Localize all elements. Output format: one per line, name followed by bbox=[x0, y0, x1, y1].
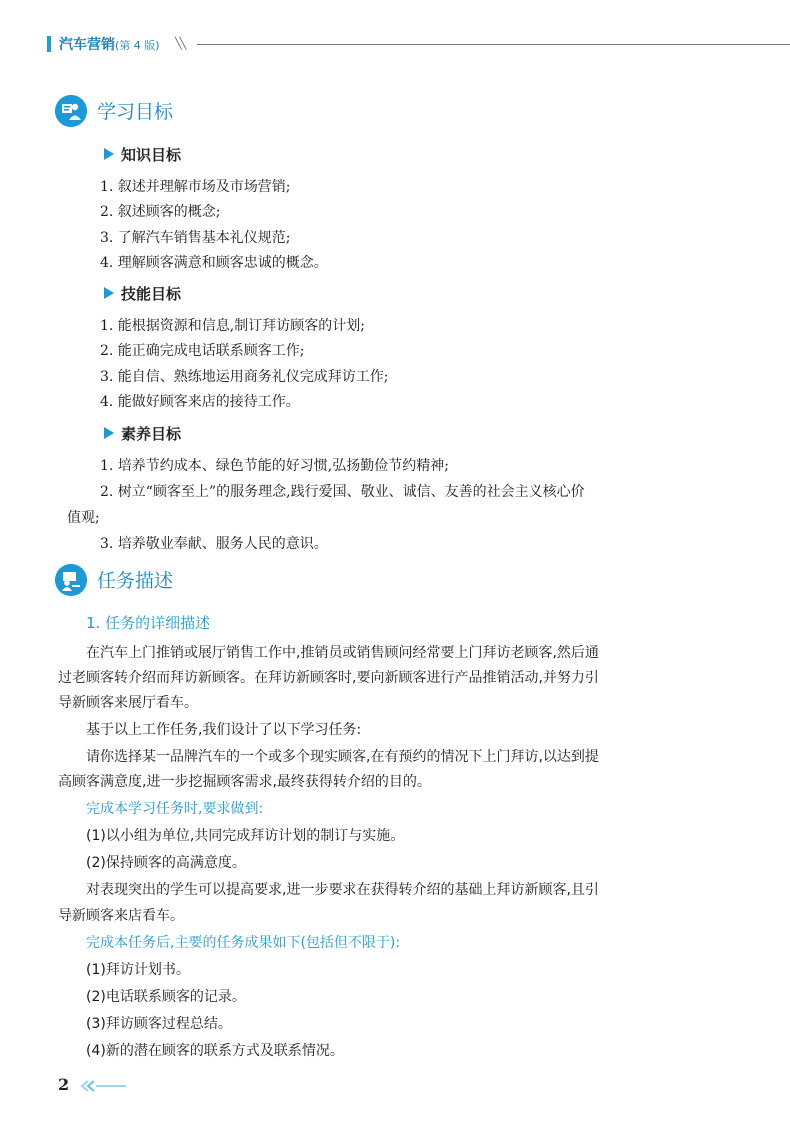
header-accent-bar bbox=[47, 36, 51, 52]
triangle-bullet-icon bbox=[104, 427, 114, 439]
paragraph-line: 在汽车上门推销或展厅销售工作中,推销员或销售顾问经常要上门拜访老顾客,然后通 bbox=[86, 645, 599, 661]
presenter-icon bbox=[55, 564, 87, 596]
paragraph-line: 高顾客满意度,进一步挖掘顾客需求,最终获得转介绍的目的。 bbox=[58, 774, 431, 790]
triangle-bullet-icon bbox=[104, 148, 114, 160]
list-item: 4. 理解顾客满意和顾客忠诚的概念。 bbox=[100, 255, 328, 271]
list-item: 2. 叙述顾客的概念; bbox=[100, 204, 221, 220]
subsection-title: 知识目标 bbox=[121, 146, 182, 164]
paragraph-line: (1)拜访计划书。 bbox=[86, 962, 190, 978]
header-rule bbox=[197, 44, 790, 45]
paragraph-line: (2)保持顾客的高满意度。 bbox=[86, 855, 246, 871]
paragraph-line: 导新顾客来展厅看车。 bbox=[58, 695, 198, 711]
task-subtitle: 1. 任务的详细描述 bbox=[86, 614, 211, 632]
paragraph-line: (2)电话联系顾客的记录。 bbox=[86, 989, 246, 1005]
section-title: 任务描述 bbox=[97, 570, 174, 592]
list-item: 4. 能做好顾客来店的接待工作。 bbox=[100, 394, 300, 410]
subsection-title: 技能目标 bbox=[121, 285, 182, 303]
list-item: 2. 树立“顾客至上”的服务理念,践行爱国、敬业、诚信、友善的社会主义核心价 bbox=[100, 484, 585, 500]
book-edition: (第 4 版) bbox=[115, 39, 160, 52]
target-person-icon bbox=[55, 95, 87, 127]
paragraph-line: 请你选择某一品牌汽车的一个或多个现实顾客,在有预约的情况下上门拜访,以达到提 bbox=[86, 749, 599, 765]
header-slash-icon: ╲╲ bbox=[175, 37, 185, 50]
triangle-bullet-icon bbox=[104, 287, 114, 299]
paragraph-line: 对表现突出的学生可以提高要求,进一步要求在获得转介绍的基础上拜访新顾客,且引 bbox=[86, 882, 599, 898]
list-item: 1. 培养节约成本、绿色节能的好习惯,弘扬勤俭节约精神; bbox=[100, 458, 449, 474]
list-item: 2. 能正确完成电话联系顾客工作; bbox=[100, 343, 305, 359]
page-number: 2 bbox=[58, 1075, 70, 1094]
list-item-continuation: 值观; bbox=[67, 510, 100, 526]
list-item: 3. 能自信、熟练地运用商务礼仪完成拜访工作; bbox=[100, 369, 389, 385]
running-header bbox=[47, 34, 790, 54]
paragraph-line: (3)拜访顾客过程总结。 bbox=[86, 1016, 232, 1032]
list-item: 1. 能根据资源和信息,制订拜访顾客的计划; bbox=[100, 318, 365, 334]
outcomes-heading: 完成本任务后,主要的任务成果如下(包括但不限于): bbox=[86, 935, 401, 951]
book-title: 汽车营销(第 4 版) bbox=[59, 37, 160, 53]
paragraph-line: 导新顾客来店看车。 bbox=[58, 908, 184, 924]
list-item: 1. 叙述并理解市场及市场营销; bbox=[100, 179, 291, 195]
list-item: 3. 了解汽车销售基本礼仪规范; bbox=[100, 230, 291, 246]
list-item: 3. 培养敬业奉献、服务人民的意识。 bbox=[100, 536, 328, 552]
paragraph-line: 过老顾客转介绍而拜访新顾客。在拜访新顾客时,要向新顾客进行产品推销活动,并努力引 bbox=[58, 670, 599, 686]
section-title: 学习目标 bbox=[97, 101, 174, 123]
double-arrow-left-icon bbox=[80, 1080, 130, 1092]
subsection-title: 素养目标 bbox=[121, 425, 182, 443]
requirement-heading: 完成本学习任务时,要求做到: bbox=[86, 801, 264, 817]
paragraph-line: 基于以上工作任务,我们设计了以下学习任务: bbox=[86, 722, 362, 738]
paragraph-line: (4)新的潜在顾客的联系方式及联系情况。 bbox=[86, 1043, 344, 1059]
paragraph-line: (1)以小组为单位,共同完成拜访计划的制订与实施。 bbox=[86, 828, 405, 844]
